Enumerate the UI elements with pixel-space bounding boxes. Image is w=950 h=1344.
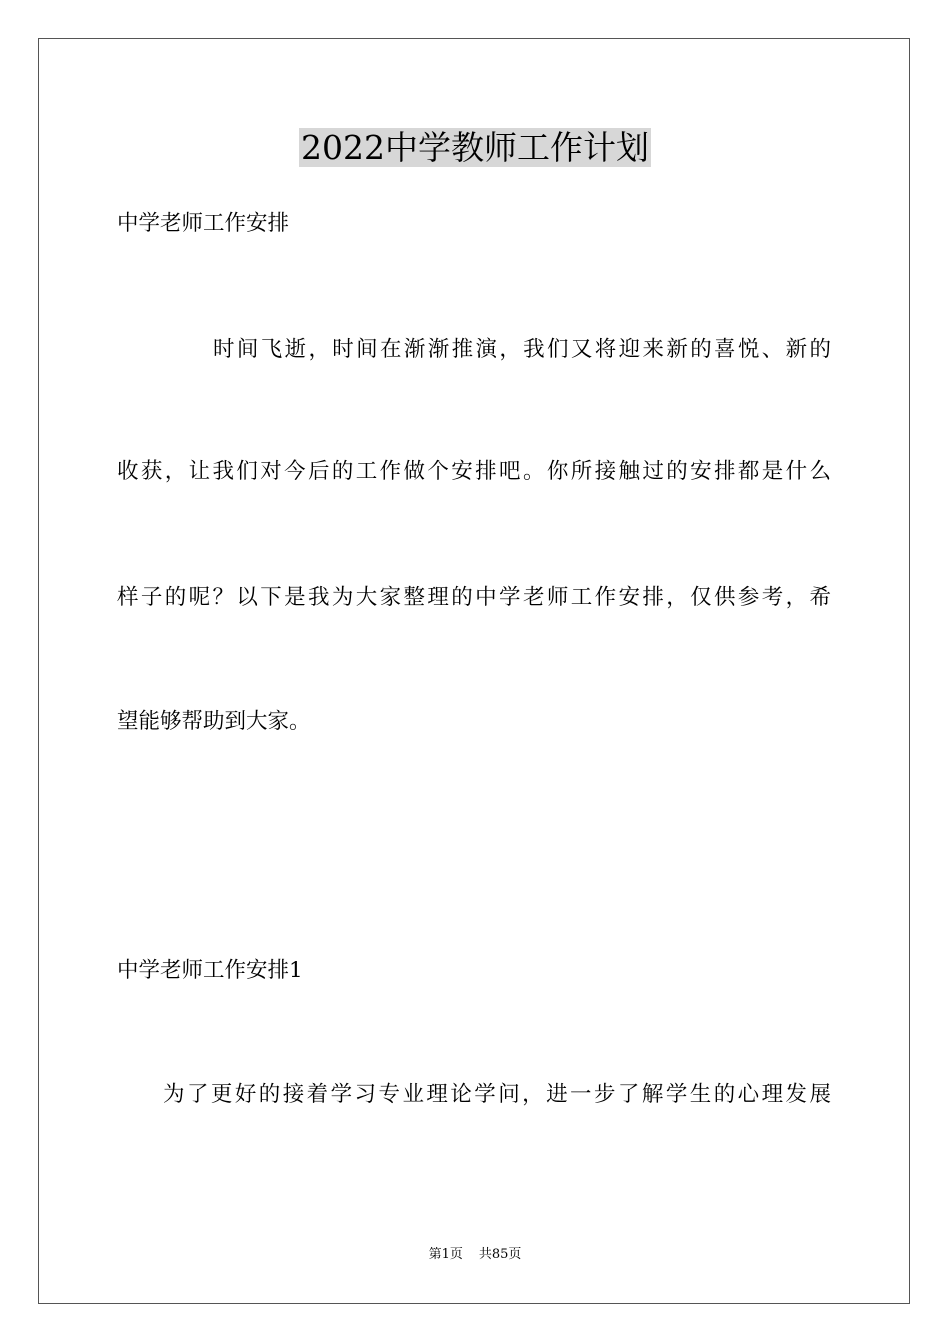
intro-line-4: 望能够帮助到大家。	[117, 709, 311, 734]
body-line-1: 为了更好的接着学习专业理论学问，进一步了解学生的心理发展	[163, 1082, 831, 1107]
intro-line-3: 样子的呢？以下是我为大家整理的中学老师工作安排，仅供参考，希	[117, 585, 831, 610]
page-total: 共85页	[478, 1247, 522, 1262]
intro-line-2: 收获，让我们对今后的工作做个安排吧。你所接触过的安排都是什么	[117, 459, 831, 484]
document-title-text: 2022中学教师工作计划	[301, 128, 649, 167]
section-heading: 中学老师工作安排	[117, 211, 290, 236]
page-number: 第1页	[428, 1247, 463, 1262]
document-title	[0, 126, 950, 170]
intro-line-1: 时间飞逝，时间在渐渐推演，我们又将迎来新的喜悦、新的	[213, 337, 831, 362]
sub-heading: 中学老师工作安排1	[117, 958, 303, 983]
page-footer	[0, 1246, 950, 1264]
